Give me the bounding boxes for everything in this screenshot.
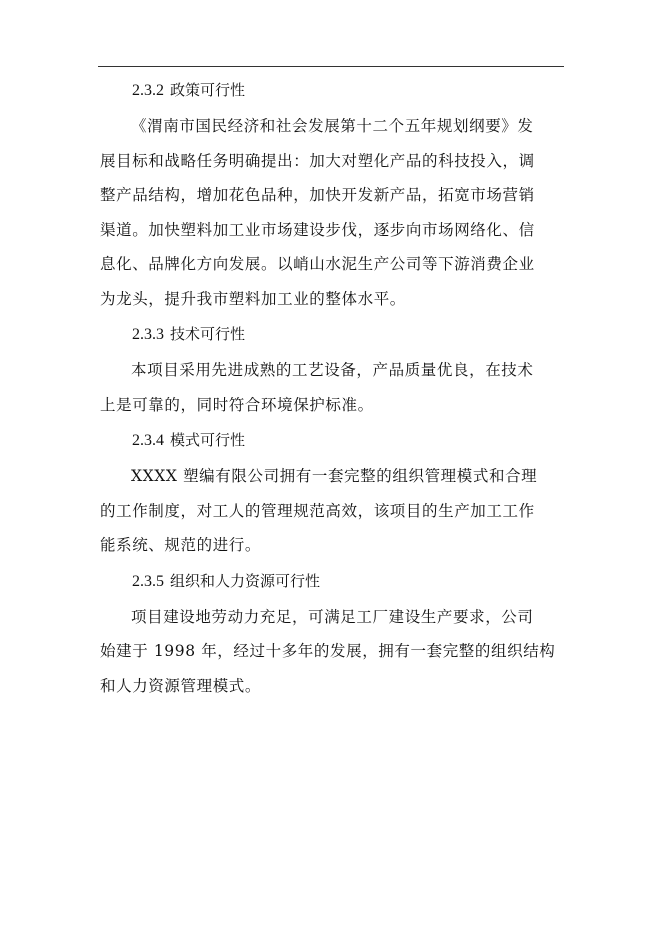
section-number: 2.3.2	[132, 82, 164, 99]
paragraph-line: 《渭南市国民经济和社会发展第十二个五年规划纲要》发	[131, 117, 534, 135]
section-paragraph-2-3-2	[100, 109, 560, 316]
section-number: 2.3.4	[132, 432, 164, 449]
section-paragraph-2-3-4	[100, 459, 560, 563]
paragraph-line: 上是可靠的，同时符合环境保护标准。	[100, 395, 374, 414]
paragraph-line: 展目标和战略任务明确提出：加大对塑化产品的科技投入，调	[100, 151, 535, 170]
section-title: 模式可行性	[170, 431, 246, 449]
section-title: 组织和人力资源可行性	[170, 571, 321, 590]
paragraph-line: 整产品结构，增加花色品种，加快开发新产品，拓宽市场营销	[100, 186, 535, 204]
paragraph-line: 息化、品牌化方向发展。以峭山水泥生产公司等下游消费企业	[100, 255, 535, 273]
header-rule	[98, 66, 564, 67]
section-heading-2-3-3	[100, 324, 560, 345]
paragraph-line: 的工作制度，对工人的管理规范高效，该项目的生产加工工作	[100, 501, 535, 520]
paragraph-line: 项目建设地劳动力充足，可满足工厂建设生产要求，公司	[131, 607, 534, 626]
document-body	[100, 80, 560, 711]
section-title: 政策可行性	[170, 81, 246, 99]
paragraph-line: 渠道。加快塑料加工业市场建设步伐，逐步向市场网络化、信	[100, 220, 535, 239]
section-heading-2-3-2	[100, 80, 560, 101]
paragraph-line: 能系统、规范的进行。	[100, 536, 262, 554]
paragraph-line: 和人力资源管理模式。	[100, 676, 262, 695]
section-heading-2-3-4	[100, 430, 560, 451]
section-paragraph-2-3-5	[100, 600, 560, 704]
section-number: 2.3.3	[132, 326, 164, 343]
section-heading-2-3-5	[100, 571, 560, 592]
paragraph-line: 为龙头，提升我市塑料加工业的整体水平。	[100, 289, 406, 308]
section-number: 2.3.5	[132, 572, 164, 590]
paragraph-line: 始建于 1998 年，经过十多年的发展，拥有一套完整的组织结构	[100, 642, 556, 660]
paragraph-line: 本项目采用先进成熟的工艺设备，产品质量优良，在技术	[131, 361, 534, 379]
section-title: 技术可行性	[170, 325, 246, 343]
paragraph-line: XXXX 塑编有限公司拥有一套完整的组织管理模式和合理	[131, 467, 538, 485]
section-paragraph-2-3-3	[100, 353, 560, 422]
